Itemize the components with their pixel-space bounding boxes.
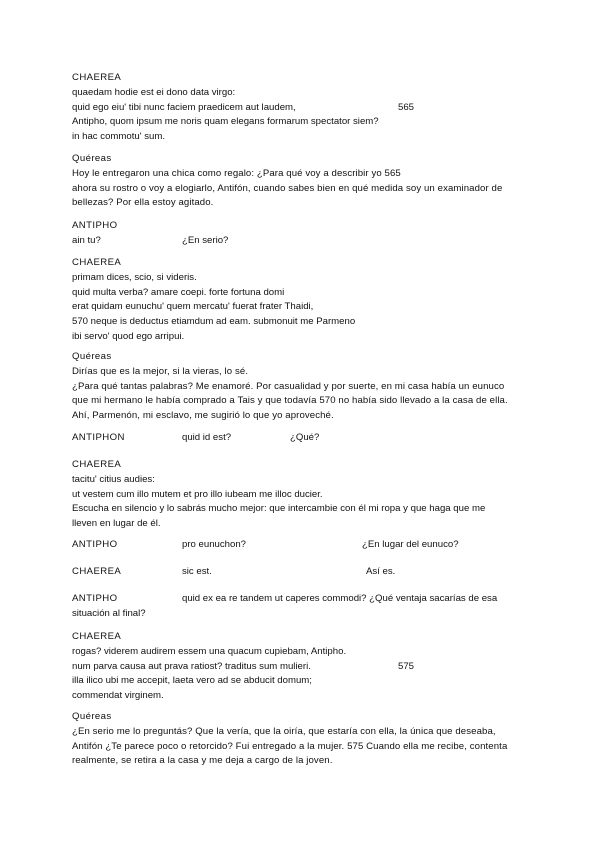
speaker-label: CHAEREA [72, 72, 122, 83]
spanish-passage-4 [72, 710, 532, 769]
text-line: rogas? viderem audirem essem una quacum cupiebam, Antipho. [72, 645, 347, 657]
text-line: ahora su rostro o voy a elogiarlo, Antifón, cuando sabes bien en qué medida soy un examinador de [72, 182, 503, 194]
text-line: Hoy le entregaron una chica como regalo: ¿Para qué voy a describir yo 565 [72, 167, 401, 179]
text-line: quid multa verba? amare coepi. forte fortuna domi [72, 286, 285, 298]
latin-passage-1 [72, 71, 532, 145]
latin-spanish-passage-3 [72, 458, 532, 532]
dialogue-exchange-5 [72, 592, 532, 622]
text-line-content: quid ego eiu' tibi nunc faciem praedicem aut laudem, [72, 101, 296, 113]
text-line: lleven en lugar de él. [72, 518, 161, 530]
text-line: Antifón ¿Te parece poco o retorcido? Fui entregado a la mujer. 575 Cuando ella me recibe, contenta [72, 740, 508, 752]
spanish-text: ¿Qué? [290, 432, 320, 443]
text-line [72, 660, 532, 675]
speaker-label: CHAEREA [72, 631, 122, 642]
text-line: illa ilico ubi me accepit, laeta vero ad se abducit domum; [72, 675, 312, 687]
latin-text: sic est. [182, 566, 212, 577]
line-number: 565 [398, 101, 415, 113]
text-line: tacitu' citius audies: [72, 473, 155, 485]
text-line: quaedam hodie est ei dono data virgo: [72, 86, 236, 98]
speaker-label: Quéreas [72, 711, 112, 722]
text-line: ¿Para qué tantas palabras? Me enamoré. Por casualidad y por suerte, en mi casa había un eunuco [72, 380, 505, 392]
text-line-content: num parva causa aut prava ratiost? traditus sum mulieri. [72, 660, 311, 672]
text-line: in hac commotu' sum. [72, 131, 166, 143]
text-line [72, 538, 532, 553]
latin-passage-2 [72, 256, 532, 345]
text-line: Escucha en silencio y lo sabrás mucho mejor: que intercambie con él mi ropa y que haga que me [72, 503, 486, 515]
text-line: Antipho, quom ipsum me noris quam elegans formarum spectator siem? [72, 116, 379, 128]
latin-text: quid id est? [182, 432, 232, 443]
line-number: 575 [398, 660, 415, 672]
speaker-label: CHAEREA [72, 257, 122, 268]
text-line [72, 234, 532, 249]
text-line: commendat virginem. [72, 690, 164, 702]
speaker-label: ANTIPHO [72, 593, 118, 604]
dialogue-exchange-1 [72, 219, 532, 249]
text-line [72, 592, 532, 607]
text-line: situación al final? [72, 607, 146, 619]
latin-text: pro eunuchon? [182, 539, 247, 550]
spanish-passage-2 [72, 350, 532, 424]
spanish-passage-1 [72, 152, 532, 211]
latin-text: ain tu? [72, 234, 101, 246]
dialogue-exchange-4 [72, 565, 532, 580]
spanish-text: ¿En lugar del eunuco? [362, 539, 459, 550]
text-line [72, 565, 532, 580]
spanish-text: Así es. [366, 566, 396, 577]
text-line: Dirías que es la mejor, si la vieras, lo sé. [72, 365, 249, 377]
mixed-text: quid ex ea re tandem ut caperes commodi? ¿Qué ventaja sacarías de esa [182, 593, 498, 604]
dialogue-exchange-2 [72, 431, 532, 446]
text-line: erat quidam eunuchu' quem mercatu' fuerat frater Thaidi, [72, 301, 314, 313]
text-line: primam dices, scio, si videris. [72, 271, 197, 283]
text-line: Ahí, Parmenón, mi esclavo, me sugirió lo que yo aproveché. [72, 410, 334, 422]
text-line [72, 431, 532, 446]
speaker-label: Quéreas [72, 153, 112, 164]
speaker-label: Quéreas [72, 351, 112, 362]
text-line: realmente, se retira a la casa y me deja a cargo de la joven. [72, 755, 333, 767]
dialogue-exchange-3 [72, 538, 532, 553]
text-line: 570 neque is deductus etiamdum ad eam. submonuit me Parmeno [72, 316, 356, 328]
text-line: ut vestem cum illo mutem et pro illo iubeam me illoc ducier. [72, 488, 323, 500]
spanish-text: ¿En serio? [182, 234, 229, 246]
text-line: que mi hermano le había comprado a Tais y que todavía 570 no había sido llevado a la casa de ella. [72, 395, 508, 407]
text-line: ibi servo' quod ego arripui. [72, 330, 185, 342]
speaker-label: CHAEREA [72, 566, 122, 577]
text-line: ¿En serio me lo preguntás? Que la vería, que la oiría, que estaría con ella, la única que deseaba, [72, 725, 496, 737]
text-line: bellezas? Por ella estoy agitado. [72, 197, 214, 209]
speaker-label: CHAEREA [72, 459, 122, 470]
speaker-label: ANTIPHO [72, 220, 118, 231]
latin-passage-4 [72, 630, 532, 704]
speaker-label: ANTIPHON [72, 432, 125, 443]
speaker-label: ANTIPHO [72, 539, 118, 550]
text-line [72, 101, 532, 116]
